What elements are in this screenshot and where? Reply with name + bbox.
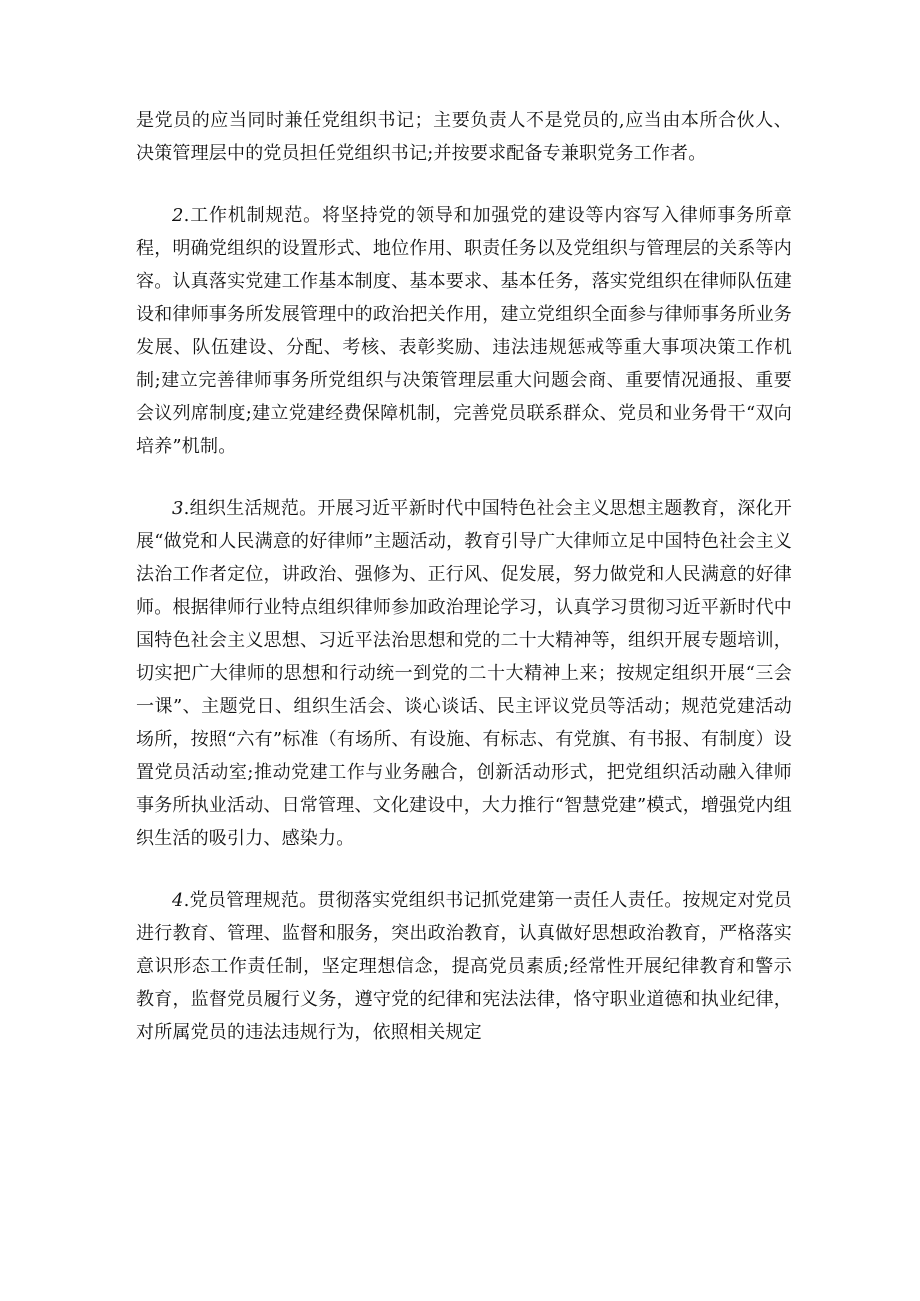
- paragraph-number: 3: [172, 498, 184, 519]
- paragraph-member-management: [136, 884, 792, 1049]
- paragraph-text: .党员管理规范。贯彻落实党组织书记抓党建第一责任人责任。按规定对党员进行教育、管理、监督和服务，突出政治教育，认真做好思想政治教育，严格落实意识形态工作责任制，坚定理想信念，提高党员素质;经常性开展纪律教育和警示教育，监督党员履行义务，遵守党的纪律和宪法法律，恪守职业道德和执业纪律，对所属党员的违法违规行为，依照相关规定: [136, 890, 792, 1043]
- paragraph-continuation: [136, 104, 792, 170]
- paragraph-number: 2: [172, 205, 184, 226]
- paragraph-work-mechanism: [136, 199, 792, 463]
- paragraph-text: 是党员的应当同时兼任党组织书记；主要负责人不是党员的,应当由本所合伙人、决策管理层中的党员担任党组织书记;并按要求配备专兼职党务工作者。: [136, 110, 792, 164]
- paragraph-organization-life: [136, 492, 792, 855]
- document-body: [136, 104, 792, 1049]
- paragraph-text: .工作机制规范。将坚持党的领导和加强党的建设等内容写入律师事务所章程，明确党组织的设置形式、地位作用、职责任务以及党组织与管理层的关系等内容。认真落实党建工作基本制度、基本要求、基本任务，落实党组织在律师队伍建设和律师事务所发展管理中的政治把关作用，建立党组织全面参与律师事务所业务发展、队伍建设、分配、考核、表彰奖励、违法违规惩戒等重大事项决策工作机制;建立完善律师事务所党组织与决策管理层重大问题会商、重要情况通报、重要会议列席制度;建立党建经费保障机制，完善党员联系群众、党员和业务骨干“双向培养”机制。: [136, 205, 792, 457]
- paragraph-text: .组织生活规范。开展习近平新时代中国特色社会主义思想主题教育，深化开展“做党和人民满意的好律师”主题活动，教育引导广大律师立足中国特色社会主义法治工作者定位，讲政治、强修为、正行风、促发展，努力做党和人民满意的好律师。根据律师行业特点组织律师参加政治理论学习，认真学习贯彻习近平新时代中国特色社会主义思想、习近平法治思想和党的二十大精神等，组织开展专题培训，切实把广大律师的思想和行动统一到党的二十大精神上来；按规定组织开展“三会一课”、主题党日、组织生活会、谈心谈话、民主评议党员等活动；规范党建活动场所，按照“六有”标准（有场所、有设施、有标志、有党旗、有书报、有制度）设置党员活动室;推动党建工作与业务融合，创新活动形式，把党组织活动融入律师事务所执业活动、日常管理、文化建设中，大力推行“智慧党建”模式，增强党内组织生活的吸引力、感染力。: [136, 498, 792, 849]
- paragraph-number: 4: [172, 890, 184, 911]
